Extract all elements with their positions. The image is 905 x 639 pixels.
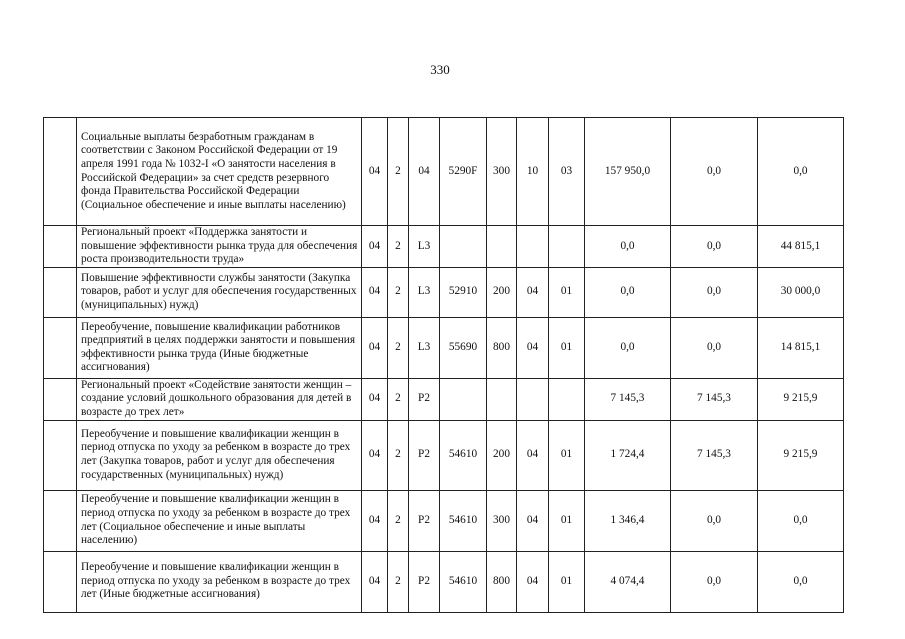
code-sub-cell: 2 bbox=[388, 490, 409, 551]
expense-type-cell: 300 bbox=[487, 490, 517, 551]
subchapter-cell: 01 bbox=[549, 420, 585, 490]
page-number: 330 bbox=[430, 62, 450, 77]
code-sub-cell: 2 bbox=[388, 317, 409, 378]
chapter-cell bbox=[517, 378, 549, 420]
row-name-cell: Региональный проект «Поддержка занятости и повышение эффективности рынка труда для обеспечения роста производительности труда» bbox=[77, 226, 362, 268]
code-sub-cell: 2 bbox=[388, 551, 409, 612]
subchapter-cell bbox=[549, 378, 585, 420]
code-project-cell: L3 bbox=[409, 317, 440, 378]
row-number-cell bbox=[44, 317, 77, 378]
code-section-cell: 04 bbox=[362, 317, 388, 378]
row-name-cell: Региональный проект «Содействие занятости женщин – создание условий дошкольного образования для детей в возрасте до трех лет» bbox=[77, 378, 362, 420]
chapter-cell: 04 bbox=[517, 420, 549, 490]
amount-year1-cell: 1 346,4 bbox=[585, 490, 671, 551]
expense-type-cell bbox=[487, 378, 517, 420]
expense-type-cell: 300 bbox=[487, 118, 517, 226]
code-project-cell: P2 bbox=[409, 420, 440, 490]
code-direction-cell: 54610 bbox=[440, 490, 487, 551]
table-row bbox=[44, 551, 844, 612]
code-direction-cell: 54610 bbox=[440, 551, 487, 612]
row-name-cell: Переобучение и повышение квалификации женщин в период отпуска по уходу за ребенком в возрасте до трех лет (Закупка товаров, работ и услуг для обеспечения государственных (муниципальных) нужд) bbox=[77, 420, 362, 490]
code-section-cell: 04 bbox=[362, 490, 388, 551]
code-sub-cell: 2 bbox=[388, 378, 409, 420]
amount-year2-cell: 0,0 bbox=[671, 317, 758, 378]
code-sub-cell: 2 bbox=[388, 118, 409, 226]
subchapter-cell: 01 bbox=[549, 317, 585, 378]
code-project-cell: L3 bbox=[409, 226, 440, 268]
amount-year2-cell: 0,0 bbox=[671, 226, 758, 268]
expense-type-cell: 800 bbox=[487, 551, 517, 612]
expense-type-cell: 800 bbox=[487, 317, 517, 378]
code-project-cell: P2 bbox=[409, 490, 440, 551]
amount-year1-cell: 1 724,4 bbox=[585, 420, 671, 490]
code-direction-cell bbox=[440, 226, 487, 268]
amount-year2-cell: 7 145,3 bbox=[671, 378, 758, 420]
row-number-cell bbox=[44, 118, 77, 226]
row-name-cell: Переобучение и повышение квалификации женщин в период отпуска по уходу за ребенком в возрасте до трех лет (Социальное обеспечение и иные выплаты населению) bbox=[77, 490, 362, 551]
row-name-cell: Переобучение и повышение квалификации женщин в период отпуска по уходу за ребенком в возрасте до трех лет (Иные бюджетные ассигнования) bbox=[77, 551, 362, 612]
amount-year2-cell: 0,0 bbox=[671, 267, 758, 317]
amount-year3-cell: 0,0 bbox=[758, 118, 844, 226]
amount-year1-cell: 0,0 bbox=[585, 226, 671, 268]
amount-year1-cell: 157 950,0 bbox=[585, 118, 671, 226]
code-direction-cell: 55690 bbox=[440, 317, 487, 378]
code-direction-cell bbox=[440, 378, 487, 420]
amount-year1-cell: 0,0 bbox=[585, 317, 671, 378]
code-direction-cell: 54610 bbox=[440, 420, 487, 490]
code-project-cell: L3 bbox=[409, 267, 440, 317]
code-direction-cell: 5290F bbox=[440, 118, 487, 226]
row-number-cell bbox=[44, 551, 77, 612]
table-row bbox=[44, 378, 844, 420]
code-direction-cell: 52910 bbox=[440, 267, 487, 317]
table-row bbox=[44, 490, 844, 551]
code-sub-cell: 2 bbox=[388, 420, 409, 490]
row-name-cell: Переобучение, повышение квалификации работников предприятий в целях поддержки занятости и повышения эффективности рынка труда (Иные бюджетные ассигнования) bbox=[77, 317, 362, 378]
row-number-cell bbox=[44, 378, 77, 420]
chapter-cell: 04 bbox=[517, 490, 549, 551]
row-name-cell: Социальные выплаты безработным гражданам в соответствии с Законом Российской Федерации от 19 апреля 1991 года № 1032-I «О занятости населения в Российской Федерации» за счет средств резервного фонда Правительства Российской Федерации (Социальное обеспечение и иные выплаты населению) bbox=[77, 118, 362, 226]
code-project-cell: P2 bbox=[409, 551, 440, 612]
amount-year2-cell: 0,0 bbox=[671, 551, 758, 612]
amount-year2-cell: 0,0 bbox=[671, 118, 758, 226]
subchapter-cell: 01 bbox=[549, 490, 585, 551]
code-section-cell: 04 bbox=[362, 420, 388, 490]
table-row bbox=[44, 118, 844, 226]
table-row bbox=[44, 267, 844, 317]
code-section-cell: 04 bbox=[362, 226, 388, 268]
expense-type-cell: 200 bbox=[487, 267, 517, 317]
table-row bbox=[44, 420, 844, 490]
subchapter-cell: 03 bbox=[549, 118, 585, 226]
table-row bbox=[44, 317, 844, 378]
row-name-cell: Повышение эффективности службы занятости (Закупка товаров, работ и услуг для обеспечения государственных (муниципальных) нужд) bbox=[77, 267, 362, 317]
code-section-cell: 04 bbox=[362, 267, 388, 317]
row-number-cell bbox=[44, 490, 77, 551]
row-number-cell bbox=[44, 267, 77, 317]
code-sub-cell: 2 bbox=[388, 226, 409, 268]
expense-type-cell bbox=[487, 226, 517, 268]
amount-year2-cell: 0,0 bbox=[671, 490, 758, 551]
subchapter-cell: 01 bbox=[549, 551, 585, 612]
amount-year3-cell: 0,0 bbox=[758, 490, 844, 551]
amount-year3-cell: 44 815,1 bbox=[758, 226, 844, 268]
subchapter-cell: 01 bbox=[549, 267, 585, 317]
chapter-cell: 04 bbox=[517, 551, 549, 612]
amount-year3-cell: 0,0 bbox=[758, 551, 844, 612]
chapter-cell: 10 bbox=[517, 118, 549, 226]
row-number-cell bbox=[44, 226, 77, 268]
row-number-cell bbox=[44, 420, 77, 490]
amount-year3-cell: 30 000,0 bbox=[758, 267, 844, 317]
chapter-cell bbox=[517, 226, 549, 268]
subchapter-cell bbox=[549, 226, 585, 268]
amount-year2-cell: 7 145,3 bbox=[671, 420, 758, 490]
amount-year1-cell: 0,0 bbox=[585, 267, 671, 317]
chapter-cell: 04 bbox=[517, 317, 549, 378]
chapter-cell: 04 bbox=[517, 267, 549, 317]
amount-year3-cell: 9 215,9 bbox=[758, 378, 844, 420]
code-project-cell: 04 bbox=[409, 118, 440, 226]
budget-table bbox=[43, 117, 844, 613]
code-section-cell: 04 bbox=[362, 118, 388, 226]
code-section-cell: 04 bbox=[362, 378, 388, 420]
code-sub-cell: 2 bbox=[388, 267, 409, 317]
table-row bbox=[44, 226, 844, 268]
expense-type-cell: 200 bbox=[487, 420, 517, 490]
amount-year1-cell: 4 074,4 bbox=[585, 551, 671, 612]
code-section-cell: 04 bbox=[362, 551, 388, 612]
amount-year1-cell: 7 145,3 bbox=[585, 378, 671, 420]
code-project-cell: P2 bbox=[409, 378, 440, 420]
amount-year3-cell: 9 215,9 bbox=[758, 420, 844, 490]
amount-year3-cell: 14 815,1 bbox=[758, 317, 844, 378]
